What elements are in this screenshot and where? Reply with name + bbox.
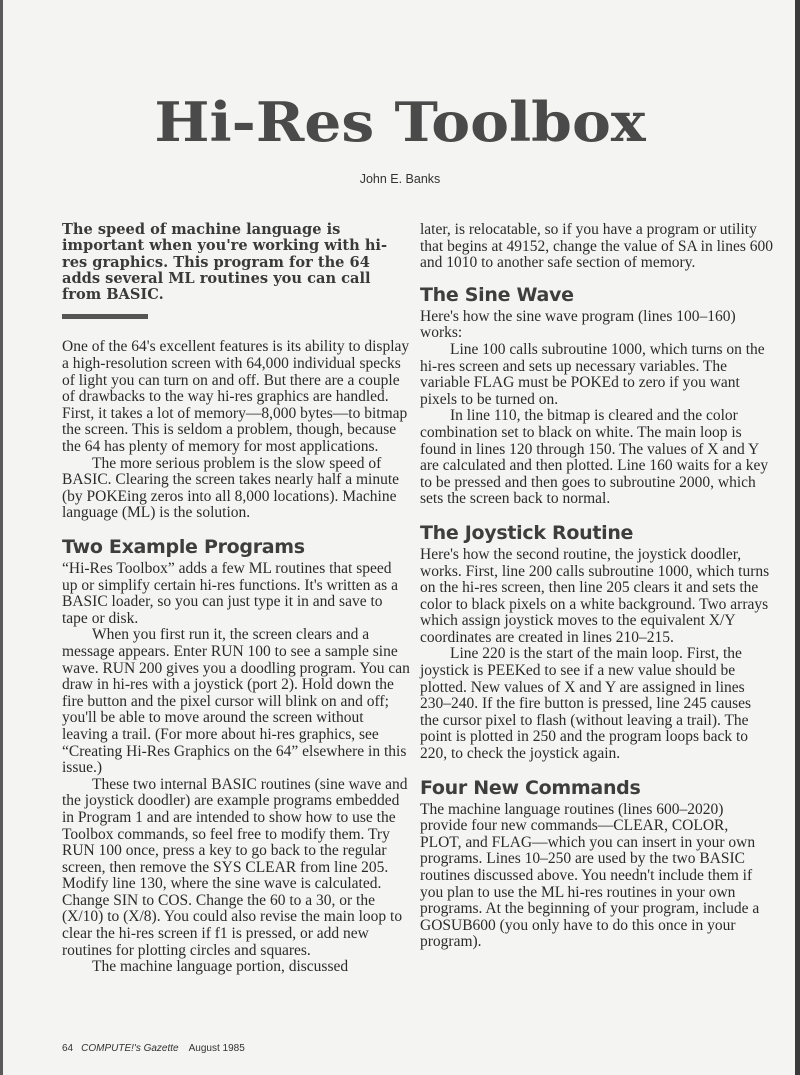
commands-paragraph-1: The machine language routines (lines 600–2020) provide four new commands—CLEAR, COLOR, PLOT, and FLAG—which you can insert in your own programs. Lines 10–250 are used by the two BASIC routines discussed above. You needn't include them if you plan to use the ML hi-res routines in your own programs. At the beginning of your program, include a GOSUB600 (you only have to do this once in your program). [420, 800, 760, 951]
page-footer [62, 1043, 245, 1054]
page-edge-left [0, 0, 3, 1075]
right-column [420, 222, 773, 951]
two-examples-paragraph-1: “Hi-Res Toolbox” adds a few ML routines that speed up or simplify certain hi-res functions. It's written as a BASIC loader, so you can just type it in and save to tape or disk. [62, 560, 398, 627]
article-deck: The speed of machine language is important when you're working with hi-res graphics. This program for the 64 adds several ML routines you can call from BASIC. [62, 221, 388, 304]
two-examples-paragraph-3: These two internal BASIC routines (sine wave and the joystick doodler) are example programs embedded in Program 1 and are intended to show how to use the Toolbox commands, so feel free to modify them. Try RUN 100 once, press a key to go back to the regular screen, then remove the SYS CLEAR from line 205. Modify line 130, where the sine wave is calculated. Change SIN to COS. Change the 60 to a 30, or the (X/10) to (X/8). You could also revise the main loop to clear the hi-res screen if f1 is pressed, or add new routines for plotting circles and squares. [62, 775, 408, 959]
deck-rule-divider [62, 314, 148, 319]
two-examples-paragraph-4: The machine language portion, discussed [92, 958, 349, 976]
article-byline: John E. Banks [359, 172, 441, 186]
left-column [62, 222, 410, 976]
sine-wave-paragraph-1: Here's how the sine wave program (lines 100–160) works: [420, 307, 736, 342]
section-heading-joystick-routine: The Joystick Routine [420, 521, 634, 544]
two-examples-paragraph-2: When you first run it, the screen clears and a message appears. Enter RUN 100 to see a sample sine wave. RUN 200 gives you a doodling program. You can draw in hi-res with a joystick (port 2). Hold down the fire button and the pixel cursor will blink on and off; you'll be able to move around the screen without leaving a trail. (For more about hi-res graphics, see “Creating Hi-Res Graphics on the 64” elsewhere in this issue.) [62, 626, 410, 777]
section-heading-sine-wave: The Sine Wave [420, 283, 574, 306]
footer-issue-date: August 1985 [188, 1043, 245, 1054]
intro-paragraph-1: One of the 64's excellent features is its ability to display a high-resolution screen with 64,000 individual specks of light you can turn on and off. But there are a couple of drawbacks to the way hi-res graphics are handled. First, it takes a lot of memory—8,000 bytes—to bitmap the screen. This is seldom a problem, though, because the 64 has plenty of memory for most applications. [62, 338, 410, 456]
section-heading-four-new-commands: Four New Commands [420, 776, 641, 799]
continuation-paragraph: later, is relocatable, so if you have a program or utility that begins at 49152, change the value of SA in lines 600 and 1010 to another safe section of memory. [420, 221, 773, 272]
joystick-paragraph-2: Line 220 is the start of the main loop. First, the joystick is PEEKed to see if a new value should be plotted. New values of X and Y are assigned in lines 230–240. If the fire button is pressed, line 245 causes the cursor pixel to flash (without leaving a trail). The point is plotted in 250 and the program loops back to 220, to check the joystick again. [420, 645, 752, 763]
footer-publication: COMPUTE!'s Gazette [81, 1043, 179, 1054]
article-title: Hi-Res Toolbox [154, 90, 646, 154]
sine-wave-paragraph-2: Line 100 calls subroutine 1000, which turns on the hi-res screen and sets up necessary variables. The variable FLAG must be POKEd to zero if you want pixels to be turned on. [420, 340, 765, 408]
page-edge-right [795, 0, 800, 1075]
intro-paragraph-2: The more serious problem is the slow speed of BASIC. Clearing the screen takes nearly half a minute (by POKEing zeros into all 8,000 locations). Machine language (ML) is the solution. [62, 454, 400, 522]
joystick-paragraph-1: Here's how the second routine, the joystick doodler, works. First, line 200 calls subroutine 1000, which turns on the hi-res screen, then line 205 clears it and sets the color to black pixels on a white background. Two arrays which assign joystick moves to the equivalent X/Y coordinates are created in lines 210–215. [420, 545, 770, 646]
section-heading-two-example-programs: Two Example Programs [62, 536, 305, 559]
sine-wave-paragraph-3: In line 110, the bitmap is cleared and the color combination set to black on white. The main loop is found in lines 120 through 150. The values of X and Y are calculated and then plotted. Line 160 waits for a key to be pressed and then goes to subroutine 2000, which sets the screen back to normal. [420, 407, 769, 508]
footer-page-number: 64 [62, 1043, 74, 1054]
